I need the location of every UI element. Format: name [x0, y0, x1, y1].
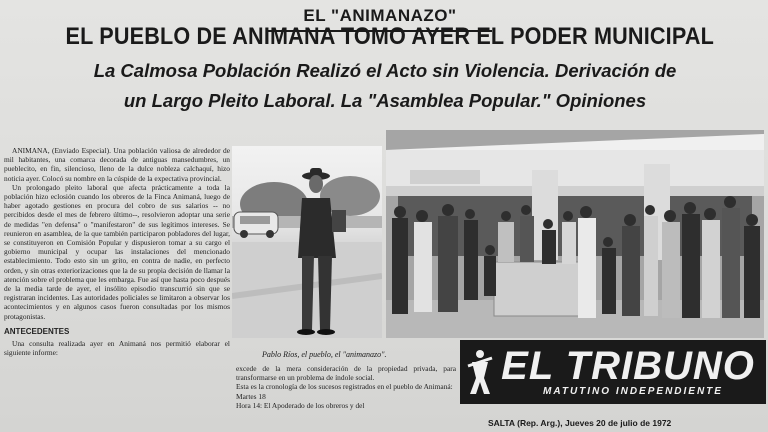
photo-man-illustration: [232, 146, 382, 338]
photo-pablo-rios: [232, 146, 382, 338]
article-body-middle-column: [236, 364, 456, 432]
article-headline: EL PUEBLO DE ANIMANA TOMO AYER EL PODER MUNICIPAL: [65, 23, 714, 50]
article-deck-line-2: un Largo Pleito Laboral. La "Asamblea Popular." Opiniones: [123, 90, 647, 111]
photo-caption: Pablo Ríos, el pueblo, el "animanazo".: [262, 350, 387, 359]
photo-crowd-assembly: [386, 130, 764, 338]
article-paragraph: excede de la mera consideración de la propiedad privada, para transformarse en un problema de índole social.: [236, 364, 456, 383]
section-heading: ANTECEDENTES: [4, 326, 70, 336]
article-body-left-column: [4, 146, 230, 432]
chronology-entry: Hora 14: El Apoderado de los obreros y del: [236, 400, 365, 410]
chronology-date: Martes 18: [236, 391, 266, 401]
article-deck-line-1: La Calmosa Población Realizó el Acto sin Violencia. Derivación de: [93, 60, 677, 81]
article-paragraph: ANIMANA, (Enviado Especial). Una población valiosa de alrededor de mil habitantes, una comarca decorada de antiguas mansedumbres, un pueblecito, en fin, silencioso, lleno de la dulce nobleza calchaquí, hizo noticia ayer. Colocó su nombre en la cúspide de la expectativa provincial.: [4, 146, 230, 183]
masthead-dateline: SALTA (Rep. Arg.), Jueves 20 de julio de 1972: [488, 418, 672, 428]
article-kicker: EL "ANIMANAZO": [268, 4, 492, 32]
article-paragraph: Un prolongado pleito laboral que afecta prácticamente a toda la población hizo eclosión cuando los obreros de la Finca Animaná, luego de haber agotado gestiones en procura del cobro de sus salarios -- no percibidos desde el mes de febrero último--, resolvieron adoptar una serie de medidas "en defensa" o "manifestaron" de sus legítimos intereses. Se reunieron en asamblea, de la que también participaron pobladores del lugar, se constituyeron en Comisión Popular y dispusieron tomar a su cargo el gobierno municipal y ocupar las instalaciones del mencionado establecimiento. Todo esto sin un grito, en contra de nadie, en perfecto orden, y sin otras exteriorizaciones que la de su propia decisión de llamar la atención sobre el problema que les embarga. Fue así que hasta poco después de la media tarde de ayer, el insólito episodio transcurrió sin que se registraran incidentes. Las autoridades policiales se limitaron a observar los acontecimientos y en algunos casos fueron consultadas por los mismos protagonistas.: [4, 182, 230, 321]
masthead-subtitle: MATUTINO INDEPENDIENTE: [543, 386, 723, 397]
article-paragraph: Esta es la cronología de los sucesos registrados en el pueblo de Animaná:: [236, 382, 453, 392]
masthead-name: EL TRIBUNO: [501, 344, 755, 388]
newspaper-masthead: [460, 340, 766, 404]
photo-crowd-illustration: [386, 130, 764, 338]
article-paragraph: Una consulta realizada ayer en Animaná nos permitió elaborar el siguiente informe:: [4, 339, 230, 358]
